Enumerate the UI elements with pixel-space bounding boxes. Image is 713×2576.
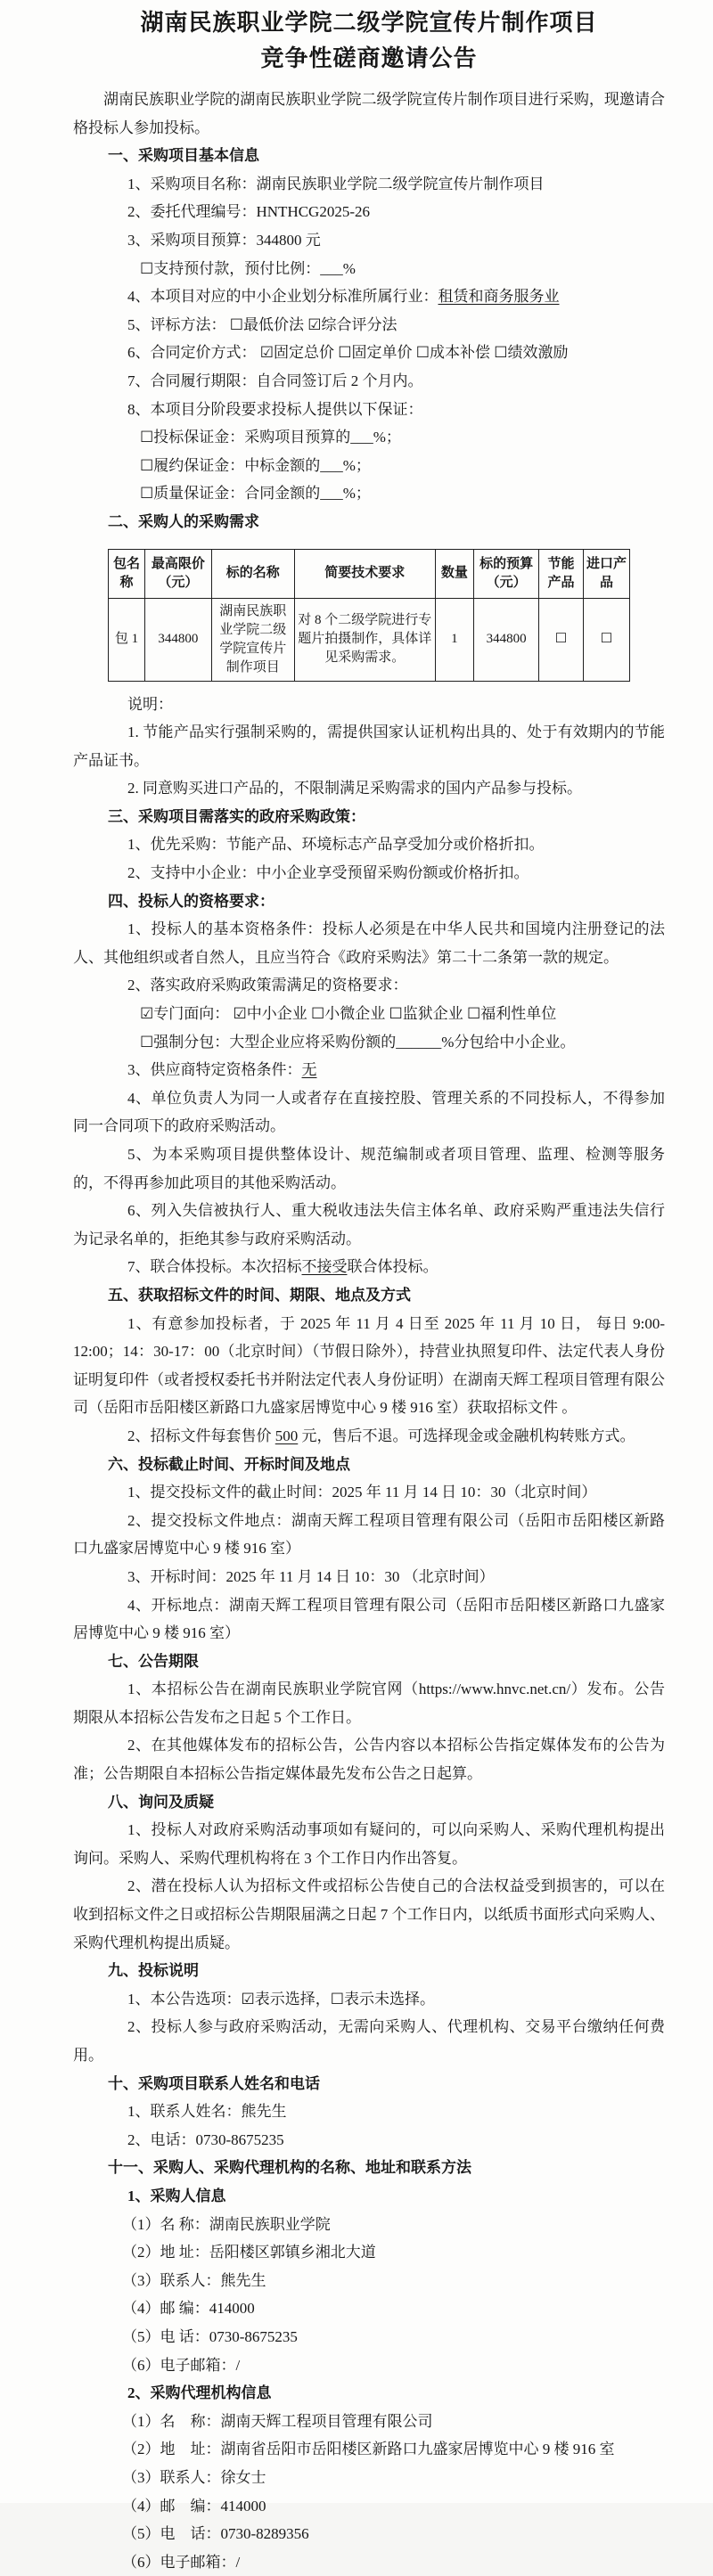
list-item xyxy=(73,1422,665,1451)
table-cell: 湖南民族职业学院二级学院宣传片制作项目 xyxy=(211,598,294,681)
text-run: 3、供应商特定资格条件： xyxy=(127,1061,302,1079)
list-item: 1、联系人姓名：熊先生 xyxy=(127,2103,287,2121)
list-item: 2、潜在投标人认为招标文件或招标公告使自己的合法权益受到损害的，可以在收到招标文件之日或招标公告期限届满之日起 7 个工作日内，以纸质书面形式向采购人、采购代理机构提出质疑。 xyxy=(73,1877,665,1951)
contact-info-line: （3）联系人：徐女士 xyxy=(122,2468,266,2486)
table-cell: ☐ xyxy=(583,598,629,681)
section-heading: 十一、采购人、采购代理机构的名称、地址和联系方法 xyxy=(108,2159,471,2177)
document-title: 湖南民族职业学院二级学院宣传片制作项目 xyxy=(140,10,598,36)
list-item: 1、采购项目名称：湖南民族职业学院二级学院宣传片制作项目 xyxy=(127,175,545,192)
checkbox-option-line: ☑专门面向： ☑中小企业 ☐小微企业 ☐监狱企业 ☐福利性单位 xyxy=(140,1005,557,1023)
table-cell: 344800 xyxy=(474,598,539,681)
contact-info-line: （2）地 址：湖南省岳阳市岳阳楼区新路口九盛家居博览中心 9 楼 916 室 xyxy=(122,2441,615,2458)
table-cell: 对 8 个二级学院进行专题片拍摄制作，具体详见采购需求。 xyxy=(294,598,435,681)
sub-section-heading: 2、采购代理机构信息 xyxy=(127,2384,272,2402)
section-heading: 一、采购项目基本信息 xyxy=(108,147,259,165)
list-item xyxy=(73,1253,665,1281)
list-item: 8、本项目分阶段要求投标人提供以下保证： xyxy=(127,400,423,418)
list-item: 3、开标时间：2025 年 11 月 14 日 10：30 （北京时间） xyxy=(127,1567,495,1585)
table-header-row xyxy=(109,549,630,598)
underlined-text: 无 xyxy=(301,1061,317,1079)
table-header-cell: 数量 xyxy=(435,549,473,598)
table-header-cell: 标的名称 xyxy=(211,549,294,598)
table-header-cell: 简要技术要求 xyxy=(294,549,435,598)
underlined-text: 不接受 xyxy=(301,1258,348,1276)
text-run: 元，售后不退。可选择现金或金融机构转账方式。 xyxy=(298,1427,635,1444)
list-item: 1、提交投标文件的截止时间：2025 年 11 月 14 日 10：30（北京时间） xyxy=(127,1484,597,1501)
list-item: 4、开标地点：湖南天辉工程项目管理有限公司（岳阳市岳阳楼区新路口九盛家居博览中心 9 楼 916 室） xyxy=(73,1596,665,1642)
list-item: 1、本公告选项：☑表示选择，☐表示未选择。 xyxy=(127,1990,435,2008)
table-row xyxy=(109,598,630,681)
checkbox-option-line: ☐支持预付款，预付比例：___% xyxy=(140,259,356,277)
contact-info-line: （1）名 称：湖南天辉工程项目管理有限公司 xyxy=(122,2412,433,2430)
list-item: 1、投标人对政府采购活动事项如有疑问的，可以向采购人、采购代理机构提出询问。采购人、采购代理机构将在 3 个工作日内作出答复。 xyxy=(73,1821,665,1867)
section-heading: 七、公告期限 xyxy=(108,1652,199,1670)
contact-info-line: （4）邮 编：414000 xyxy=(122,2300,255,2318)
section-heading: 八、询问及质疑 xyxy=(108,1793,214,1811)
document-body xyxy=(73,86,665,2576)
table-header-cell: 最高限价（元） xyxy=(144,549,211,598)
list-item: 7、合同履行期限：自合同签订后 2 个月内。 xyxy=(127,372,423,389)
table-cell: ☐ xyxy=(539,598,584,681)
list-item: 2、提交投标文件地点：湖南天辉工程项目管理有限公司（岳阳市岳阳楼区新路口九盛家居博览中心 9 楼 916 室） xyxy=(73,1511,665,1558)
sub-section-heading: 1、采购人信息 xyxy=(127,2187,226,2204)
list-item: 5、评标方法： ☐最低价法 ☑综合评分法 xyxy=(127,315,397,333)
list-item: 1、投标人的基本资格条件：投标人必须是在中华人民共和国境内注册登记的法人、其他组织或者自然人，且应当符合《政府采购法》第二十二条第一款的规定。 xyxy=(73,920,665,966)
section-heading: 五、获取招标文件的时间、期限、地点及方式 xyxy=(108,1286,411,1304)
table-cell: 1 xyxy=(435,598,473,681)
table-header-cell: 包名称 xyxy=(109,549,145,598)
checkbox-option-line: ☐强制分包：大型企业应将采购份额的______%分包给中小企业。 xyxy=(140,1033,576,1051)
contact-info-line: （2）地 址：岳阳楼区郭镇乡湘北大道 xyxy=(122,2244,376,2261)
contact-info-line: （5）电 话：0730-8675235 xyxy=(122,2327,298,2345)
contact-info-line: （6）电子邮箱：/ xyxy=(122,2356,241,2374)
section-heading: 三、采购项目需落实的政府采购政策： xyxy=(108,807,365,825)
checkbox-option-line: ☐履约保证金：中标金额的___%； xyxy=(140,456,371,474)
list-item: 2、在其他媒体发布的招标公告，公告内容以本招标公告指定媒体发布的公告为准；公告期限自本招标公告指定媒体最先发布公告之日起算。 xyxy=(73,1737,665,1783)
text-run: 2、招标文件每套售价 xyxy=(127,1427,275,1444)
list-item: 5、为本采购项目提供整体设计、规范编制或者项目管理、监理、检测等服务的，不得再参加此项目的其他采购活动。 xyxy=(73,1146,665,1191)
section-heading: 十、采购项目联系人姓名和电话 xyxy=(108,2074,320,2092)
checkbox-option-line: ☐投标保证金：采购项目预算的___%； xyxy=(140,429,401,446)
document-subtitle: 竞争性磋商邀请公告 xyxy=(260,45,478,71)
list-item: 2、电话：0730-8675235 xyxy=(127,2130,284,2148)
list-item: 1、本招标公告在湖南民族职业学院官网（https://www.hnvc.net.cn/）发布。公告期限从本招标公告发布之日起 5 个工作日。 xyxy=(73,1681,665,1726)
list-item: 1、有意参加投标者，于 2025 年 11 月 4 日至 2025 年 11 月 10 日， 每日 9:00-12:00；14：30-17：00（北京时间）（节假日除外），持营业执照复印件、法定代表人身份证明复印件（或者授权委托书并附法定代表人身份证明）在湖南天辉工程项目管理有限公司（岳阳市岳阳楼区新路口九盛家居博览中心 9 楼 916 室）获取招标文件 。 xyxy=(73,1314,665,1417)
table-header-cell: 节能产品 xyxy=(539,549,584,598)
list-item: 3、采购项目预算：344800 元 xyxy=(127,231,321,249)
checkbox-option-line: ☐质量保证金：合同金额的___%； xyxy=(140,485,371,503)
table-cell: 包 1 xyxy=(109,598,145,681)
list-item: 2、落实政府采购政策需满足的资格要求： xyxy=(127,977,408,994)
list-item: 6、列入失信被执行人、重大税收违法失信主体名单、政府采购严重违法失信行为记录名单的，拒绝其参与政府采购活动。 xyxy=(73,1202,665,1247)
contact-info-line: （4）邮 编：414000 xyxy=(122,2497,266,2515)
list-item: 4、单位负责人为同一人或者存在直接控股、管理关系的不同投标人，不得参加同一合同项下的政府采购活动。 xyxy=(73,1089,665,1135)
text-run: 联合体投标。 xyxy=(347,1258,438,1276)
list-item xyxy=(73,1056,665,1084)
section-heading: 九、投标说明 xyxy=(108,1962,199,1980)
list-item: 1. 节能产品实行强制采购的，需提供国家认证机构出具的、处于有效期内的节能产品证书。 xyxy=(73,724,665,769)
underlined-text: 500 xyxy=(275,1427,299,1444)
list-item: 2、投标人参与政府采购活动，无需向采购人、代理机构、交易平台缴纳任何费用。 xyxy=(73,2018,665,2064)
list-item: 2、委托代理编号：HNTHCG2025-26 xyxy=(127,203,370,221)
list-item: 6、合同定价方式： ☑固定总价 ☐固定单价 ☐成本补偿 ☐绩效激励 xyxy=(127,344,569,362)
underlined-text: 租赁和商务服务业 xyxy=(438,288,560,306)
intro-paragraph: 湖南民族职业学院的湖南民族职业学院二级学院宣传片制作项目进行采购，现邀请合格投标人参加投标。 xyxy=(73,91,665,136)
list-item: 1、优先采购：节能产品、环境标志产品享受加分或价格折扣。 xyxy=(127,836,545,854)
list-item xyxy=(73,282,665,311)
list-item: 说明： xyxy=(127,695,173,713)
section-heading: 二、采购人的采购需求 xyxy=(108,512,259,530)
contact-info-line: （1）名 称：湖南民族职业学院 xyxy=(122,2215,331,2233)
table-cell: 344800 xyxy=(144,598,211,681)
contact-info-line: （6）电子邮箱：/ xyxy=(122,2553,241,2571)
section-heading: 四、投标人的资格要求： xyxy=(108,892,275,910)
list-item: 2. 同意购买进口产品的，不限制满足采购需求的国内产品参与投标。 xyxy=(127,780,582,797)
contact-info-line: （3）联系人：熊先生 xyxy=(122,2271,266,2289)
text-run: 7、联合体投标。本次招标 xyxy=(127,1258,302,1276)
list-item: 2、支持中小企业：中小企业享受预留采购份额或价格折扣。 xyxy=(127,864,529,882)
procurement-table-wrap xyxy=(108,549,665,682)
section-heading: 六、投标截止时间、开标时间及地点 xyxy=(108,1455,350,1473)
table-header-cell: 标的预算（元） xyxy=(474,549,539,598)
text-run: 4、本项目对应的中小企业划分标准所属行业： xyxy=(127,288,438,306)
contact-info-line: （5）电 话：0730-8289356 xyxy=(122,2525,309,2543)
procurement-table xyxy=(108,549,630,682)
table-header-cell: 进口产品 xyxy=(583,549,629,598)
